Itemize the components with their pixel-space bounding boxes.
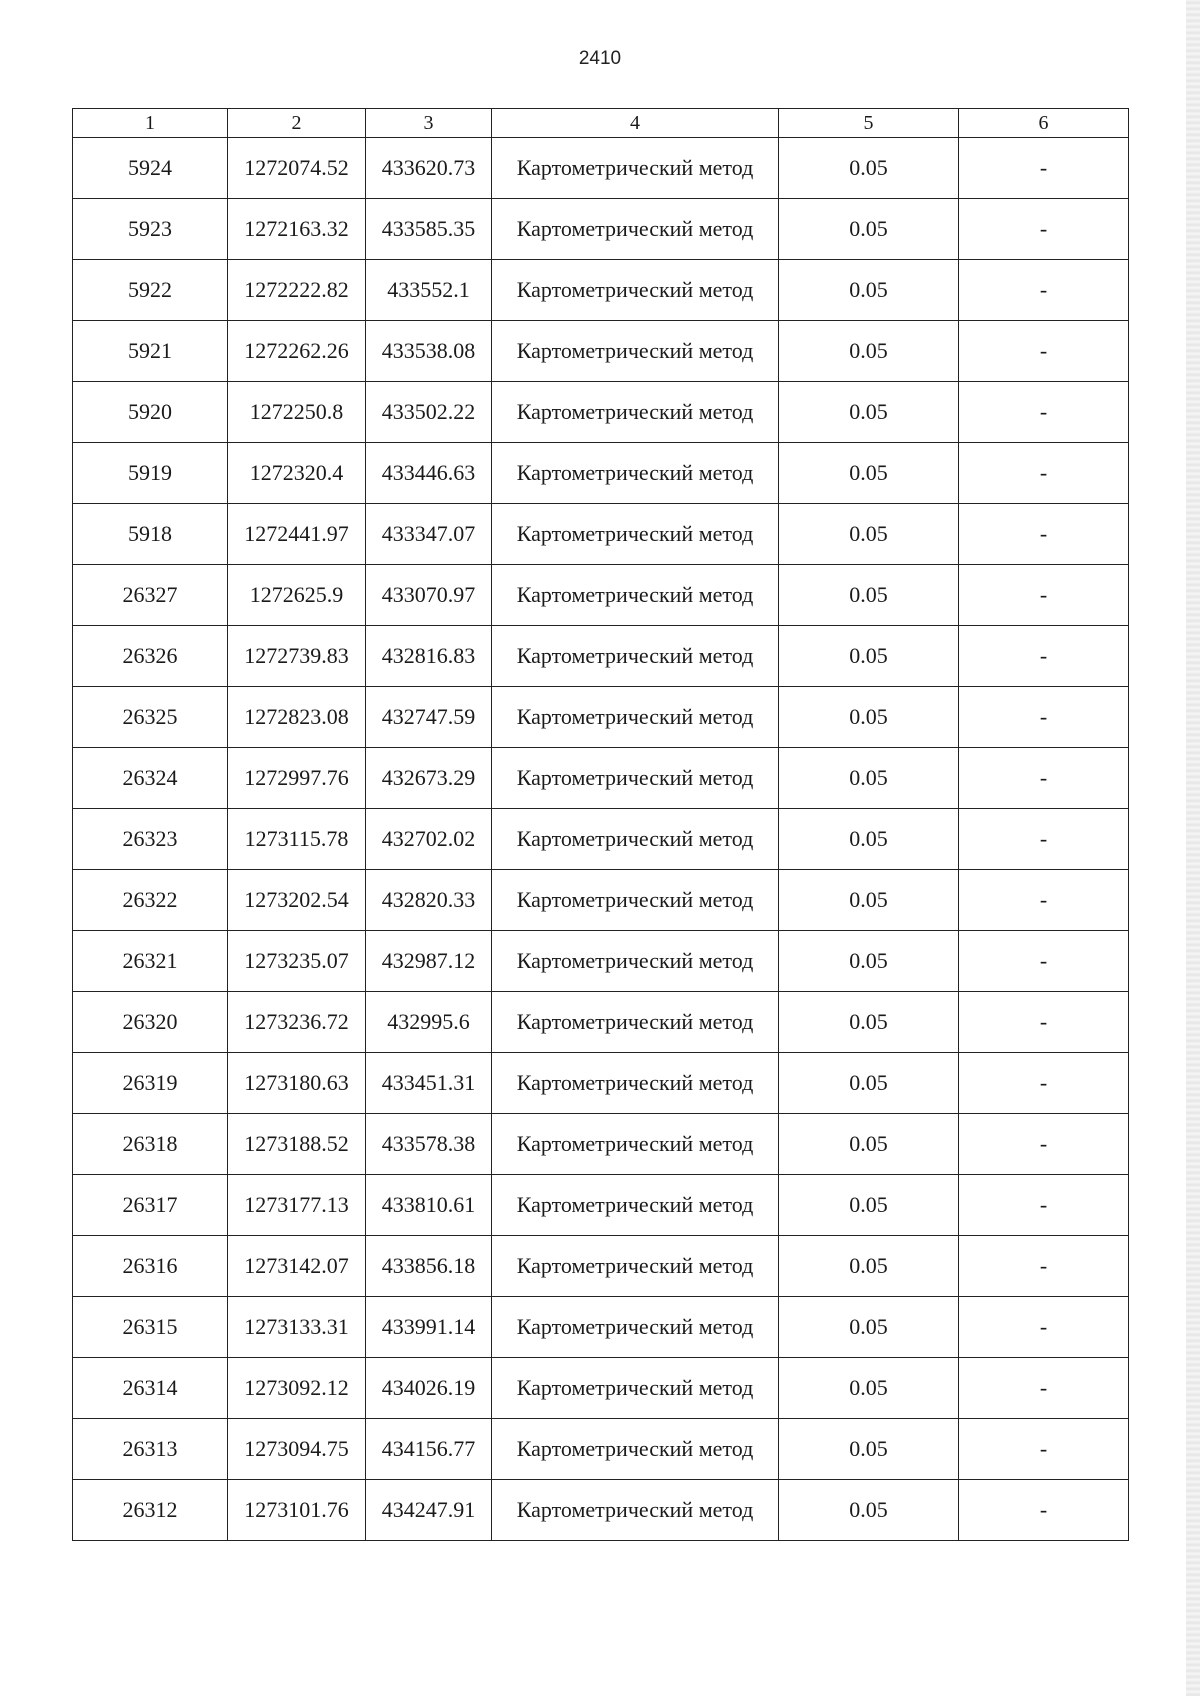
column-header-1: 1 (73, 109, 228, 138)
cell-note: - (959, 321, 1129, 382)
table-header (73, 109, 1129, 138)
table-row (73, 260, 1129, 321)
cell-y-coordinate: 432987.12 (366, 931, 492, 992)
cell-note: - (959, 1114, 1129, 1175)
cell-x-coordinate: 1272250.8 (228, 382, 366, 443)
cell-method: Картометрический метод (492, 199, 779, 260)
cell-x-coordinate: 1273101.76 (228, 1480, 366, 1541)
cell-x-coordinate: 1273142.07 (228, 1236, 366, 1297)
table-row (73, 321, 1129, 382)
cell-x-coordinate: 1272997.76 (228, 748, 366, 809)
cell-point-number: 26313 (73, 1419, 228, 1480)
cell-method: Картометрический метод (492, 260, 779, 321)
cell-x-coordinate: 1272441.97 (228, 504, 366, 565)
cell-accuracy: 0.05 (779, 687, 959, 748)
cell-y-coordinate: 433451.31 (366, 1053, 492, 1114)
scan-edge (1186, 0, 1200, 1696)
cell-point-number: 26323 (73, 809, 228, 870)
cell-y-coordinate: 433810.61 (366, 1175, 492, 1236)
cell-y-coordinate: 432995.6 (366, 992, 492, 1053)
cell-method: Картометрический метод (492, 138, 779, 199)
cell-accuracy: 0.05 (779, 870, 959, 931)
cell-x-coordinate: 1273236.72 (228, 992, 366, 1053)
table-row (73, 626, 1129, 687)
cell-accuracy: 0.05 (779, 1480, 959, 1541)
column-header-4: 4 (492, 109, 779, 138)
cell-y-coordinate: 433347.07 (366, 504, 492, 565)
cell-note: - (959, 199, 1129, 260)
table-row (73, 748, 1129, 809)
table-row (73, 565, 1129, 626)
cell-accuracy: 0.05 (779, 382, 959, 443)
cell-accuracy: 0.05 (779, 504, 959, 565)
cell-x-coordinate: 1273177.13 (228, 1175, 366, 1236)
cell-note: - (959, 1480, 1129, 1541)
cell-y-coordinate: 433991.14 (366, 1297, 492, 1358)
table-row (73, 1297, 1129, 1358)
cell-note: - (959, 992, 1129, 1053)
cell-accuracy: 0.05 (779, 565, 959, 626)
table-row (73, 1480, 1129, 1541)
cell-x-coordinate: 1272739.83 (228, 626, 366, 687)
cell-point-number: 5920 (73, 382, 228, 443)
cell-y-coordinate: 432702.02 (366, 809, 492, 870)
cell-point-number: 26315 (73, 1297, 228, 1358)
cell-accuracy: 0.05 (779, 321, 959, 382)
table-row (73, 1419, 1129, 1480)
cell-method: Картометрический метод (492, 1358, 779, 1419)
cell-y-coordinate: 434247.91 (366, 1480, 492, 1541)
cell-x-coordinate: 1272222.82 (228, 260, 366, 321)
cell-x-coordinate: 1272163.32 (228, 199, 366, 260)
cell-point-number: 26319 (73, 1053, 228, 1114)
cell-x-coordinate: 1273092.12 (228, 1358, 366, 1419)
cell-method: Картометрический метод (492, 931, 779, 992)
cell-method: Картометрический метод (492, 1053, 779, 1114)
cell-x-coordinate: 1273235.07 (228, 931, 366, 992)
cell-note: - (959, 565, 1129, 626)
cell-x-coordinate: 1273133.31 (228, 1297, 366, 1358)
cell-y-coordinate: 432673.29 (366, 748, 492, 809)
cell-accuracy: 0.05 (779, 626, 959, 687)
cell-method: Картометрический метод (492, 748, 779, 809)
cell-y-coordinate: 432747.59 (366, 687, 492, 748)
cell-y-coordinate: 433446.63 (366, 443, 492, 504)
cell-x-coordinate: 1273202.54 (228, 870, 366, 931)
cell-y-coordinate: 433502.22 (366, 382, 492, 443)
cell-note: - (959, 1419, 1129, 1480)
cell-accuracy: 0.05 (779, 1175, 959, 1236)
table-row (73, 687, 1129, 748)
cell-accuracy: 0.05 (779, 1053, 959, 1114)
table-row (73, 199, 1129, 260)
cell-method: Картометрический метод (492, 1236, 779, 1297)
cell-y-coordinate: 432820.33 (366, 870, 492, 931)
cell-point-number: 26324 (73, 748, 228, 809)
cell-note: - (959, 1175, 1129, 1236)
column-header-2: 2 (228, 109, 366, 138)
cell-y-coordinate: 433585.35 (366, 199, 492, 260)
table-row (73, 382, 1129, 443)
cell-x-coordinate: 1272823.08 (228, 687, 366, 748)
cell-method: Картометрический метод (492, 565, 779, 626)
cell-accuracy: 0.05 (779, 992, 959, 1053)
table-row (73, 443, 1129, 504)
cell-accuracy: 0.05 (779, 1114, 959, 1175)
cell-method: Картометрический метод (492, 1114, 779, 1175)
cell-method: Картометрический метод (492, 504, 779, 565)
table-row (73, 138, 1129, 199)
cell-x-coordinate: 1273180.63 (228, 1053, 366, 1114)
cell-method: Картометрический метод (492, 443, 779, 504)
cell-note: - (959, 748, 1129, 809)
cell-accuracy: 0.05 (779, 138, 959, 199)
cell-point-number: 26318 (73, 1114, 228, 1175)
coordinates-table (72, 108, 1129, 1541)
cell-accuracy: 0.05 (779, 809, 959, 870)
cell-y-coordinate: 434156.77 (366, 1419, 492, 1480)
cell-note: - (959, 1236, 1129, 1297)
cell-accuracy: 0.05 (779, 1236, 959, 1297)
cell-accuracy: 0.05 (779, 260, 959, 321)
cell-point-number: 26326 (73, 626, 228, 687)
cell-method: Картометрический метод (492, 1480, 779, 1541)
cell-note: - (959, 382, 1129, 443)
cell-point-number: 26320 (73, 992, 228, 1053)
cell-y-coordinate: 433856.18 (366, 1236, 492, 1297)
cell-point-number: 5921 (73, 321, 228, 382)
cell-method: Картометрический метод (492, 382, 779, 443)
cell-note: - (959, 1053, 1129, 1114)
cell-y-coordinate: 433578.38 (366, 1114, 492, 1175)
cell-method: Картометрический метод (492, 809, 779, 870)
table-row (73, 1053, 1129, 1114)
header-row (73, 109, 1129, 138)
table-row (73, 931, 1129, 992)
table-row (73, 1236, 1129, 1297)
cell-point-number: 26322 (73, 870, 228, 931)
cell-point-number: 26317 (73, 1175, 228, 1236)
page-number: 2410 (578, 48, 622, 69)
cell-point-number: 26312 (73, 1480, 228, 1541)
column-header-5: 5 (779, 109, 959, 138)
cell-y-coordinate: 434026.19 (366, 1358, 492, 1419)
table-row (73, 1358, 1129, 1419)
column-header-6: 6 (959, 109, 1129, 138)
cell-accuracy: 0.05 (779, 1419, 959, 1480)
cell-method: Картометрический метод (492, 626, 779, 687)
cell-x-coordinate: 1272320.4 (228, 443, 366, 504)
cell-x-coordinate: 1273094.75 (228, 1419, 366, 1480)
cell-y-coordinate: 433552.1 (366, 260, 492, 321)
cell-point-number: 5922 (73, 260, 228, 321)
cell-y-coordinate: 433538.08 (366, 321, 492, 382)
cell-accuracy: 0.05 (779, 748, 959, 809)
cell-method: Картометрический метод (492, 687, 779, 748)
cell-note: - (959, 1358, 1129, 1419)
cell-note: - (959, 1297, 1129, 1358)
cell-method: Картометрический метод (492, 321, 779, 382)
cell-point-number: 5923 (73, 199, 228, 260)
cell-note: - (959, 443, 1129, 504)
cell-x-coordinate: 1272262.26 (228, 321, 366, 382)
cell-note: - (959, 504, 1129, 565)
cell-note: - (959, 809, 1129, 870)
cell-x-coordinate: 1272074.52 (228, 138, 366, 199)
cell-point-number: 26327 (73, 565, 228, 626)
table-row (73, 870, 1129, 931)
table-row (73, 1175, 1129, 1236)
cell-y-coordinate: 433620.73 (366, 138, 492, 199)
cell-method: Картометрический метод (492, 1419, 779, 1480)
cell-note: - (959, 138, 1129, 199)
cell-method: Картометрический метод (492, 992, 779, 1053)
cell-y-coordinate: 432816.83 (366, 626, 492, 687)
cell-note: - (959, 260, 1129, 321)
cell-note: - (959, 931, 1129, 992)
cell-point-number: 5918 (73, 504, 228, 565)
table-row (73, 992, 1129, 1053)
column-header-3: 3 (366, 109, 492, 138)
cell-x-coordinate: 1272625.9 (228, 565, 366, 626)
cell-note: - (959, 870, 1129, 931)
cell-point-number: 26314 (73, 1358, 228, 1419)
cell-point-number: 5924 (73, 138, 228, 199)
cell-method: Картометрический метод (492, 1175, 779, 1236)
cell-x-coordinate: 1273115.78 (228, 809, 366, 870)
cell-point-number: 5919 (73, 443, 228, 504)
cell-accuracy: 0.05 (779, 443, 959, 504)
cell-accuracy: 0.05 (779, 199, 959, 260)
cell-point-number: 26316 (73, 1236, 228, 1297)
table-body (73, 138, 1129, 1541)
cell-accuracy: 0.05 (779, 931, 959, 992)
cell-accuracy: 0.05 (779, 1358, 959, 1419)
cell-method: Картометрический метод (492, 870, 779, 931)
cell-x-coordinate: 1273188.52 (228, 1114, 366, 1175)
table-row (73, 504, 1129, 565)
cell-note: - (959, 626, 1129, 687)
table-row (73, 809, 1129, 870)
cell-point-number: 26325 (73, 687, 228, 748)
table-row (73, 1114, 1129, 1175)
cell-point-number: 26321 (73, 931, 228, 992)
cell-accuracy: 0.05 (779, 1297, 959, 1358)
cell-method: Картометрический метод (492, 1297, 779, 1358)
cell-note: - (959, 687, 1129, 748)
cell-y-coordinate: 433070.97 (366, 565, 492, 626)
